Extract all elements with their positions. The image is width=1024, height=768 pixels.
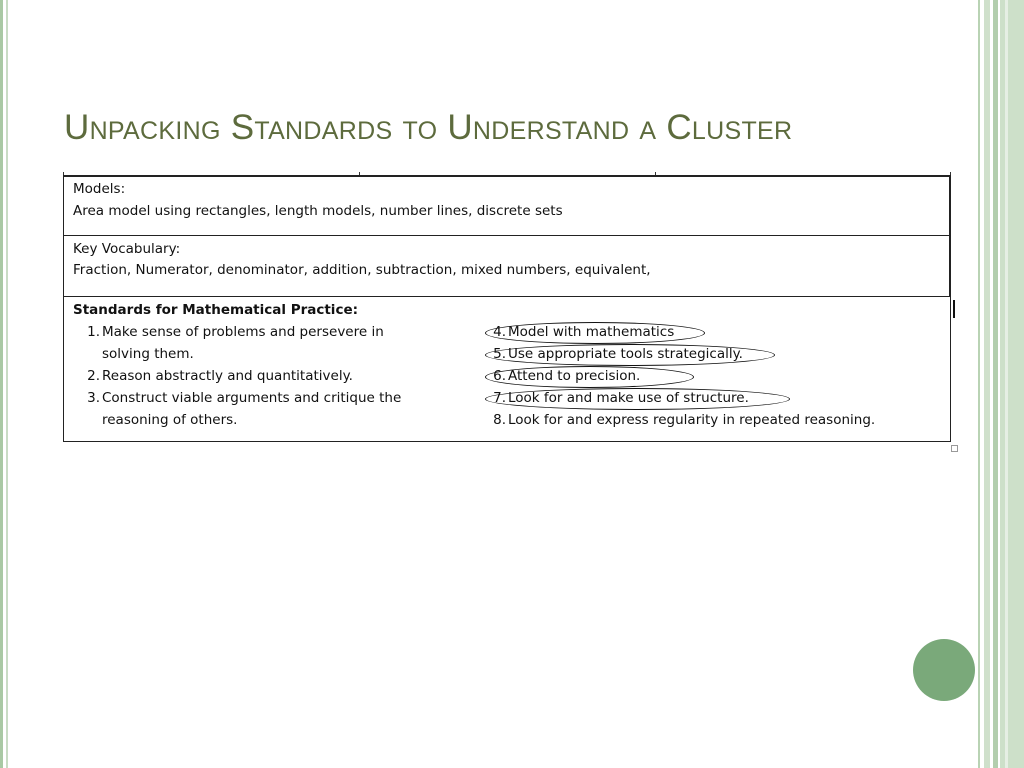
practice-number: 1. [87, 324, 100, 340]
hand-drawn-circle [485, 344, 775, 366]
right-border-stripe [1000, 0, 1024, 768]
practice-text: Look for and make use of structure. [508, 390, 749, 406]
practice-number: 4. [493, 324, 506, 340]
practice-item [84, 321, 384, 343]
right-border-stripe [1005, 0, 1008, 768]
practice-number: 7. [493, 390, 506, 406]
practice-item-continuation: reasoning of others. [102, 412, 238, 428]
practice-text: Construct viable arguments and critique the [102, 390, 402, 406]
table-edge-mark [953, 300, 955, 318]
practice-number: 5. [493, 346, 506, 362]
practice-item-continuation: solving them. [102, 346, 194, 362]
slide-title: Unpacking Standards to Understand a Cluster [64, 108, 793, 147]
left-border-stripe [0, 0, 3, 768]
models-text: Area model using rectangles, length models, number lines, discrete sets [73, 203, 563, 219]
practice-number: 2. [87, 368, 100, 384]
left-border-stripe-inner [6, 0, 8, 768]
practice-number: 3. [87, 390, 100, 406]
practice-number: 6. [493, 368, 506, 384]
practice-number: 8. [493, 412, 506, 428]
hand-drawn-circle [485, 366, 694, 388]
practice-text: Model with mathematics [508, 324, 675, 340]
practice-item [490, 409, 875, 431]
right-border-stripe [978, 0, 980, 768]
hand-drawn-circle [485, 388, 790, 410]
practice-item [84, 387, 401, 409]
practice-text: Make sense of problems and persevere in [102, 324, 384, 340]
practices-row[interactable] [63, 296, 951, 442]
standards-table [63, 172, 953, 442]
practice-item [84, 365, 353, 387]
vocabulary-label: Key Vocabulary: [73, 241, 181, 257]
practice-text: Look for and express regularity in repeated reasoning. [508, 412, 876, 428]
practice-text: Attend to precision. [508, 368, 641, 384]
vocabulary-text: Fraction, Numerator, denominator, addition, subtraction, mixed numbers, equivalent, [73, 262, 651, 278]
models-row[interactable] [63, 175, 951, 236]
vocabulary-row[interactable] [63, 235, 951, 297]
decorative-circle [913, 639, 975, 701]
resize-handle[interactable] [951, 445, 958, 452]
practices-label: Standards for Mathematical Practice: [73, 302, 358, 318]
right-border-stripe [993, 0, 998, 768]
practice-text: Reason abstractly and quantitatively. [102, 368, 353, 384]
practice-text: Use appropriate tools strategically. [508, 346, 743, 362]
hand-drawn-circle [485, 322, 705, 344]
right-border-stripe [984, 0, 990, 768]
models-label: Models: [73, 181, 126, 197]
